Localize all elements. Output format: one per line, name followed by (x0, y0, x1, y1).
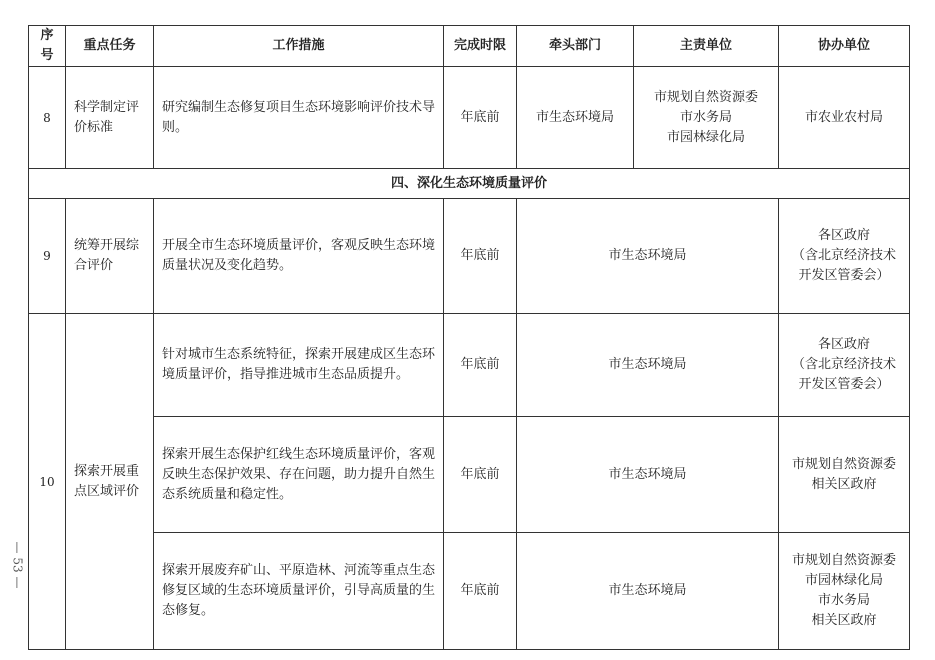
header-cell: 工作措施 (154, 26, 444, 67)
table-header (29, 26, 910, 67)
measure-cell: 开展全市生态环境质量评价，客观反映生态环境质量状况及变化趋势。 (154, 199, 444, 314)
header-cell: 主责单位 (634, 26, 779, 67)
assist-unit: 各区政府 (817, 228, 870, 243)
header-cell: 序号 (29, 26, 66, 67)
assist-cell (779, 199, 910, 314)
header-cell: 协办单位 (779, 26, 910, 67)
task-cell: 统筹开展综合评价 (66, 199, 154, 314)
section-title: 四、深化生态环境质量评价 (29, 169, 910, 199)
assist-unit: （含北京经济技术 (791, 248, 896, 263)
deadline-cell: 年底前 (444, 67, 517, 169)
assist-cell (779, 417, 910, 533)
section-row (29, 169, 910, 199)
assist-unit: （含北京经济技术 (791, 357, 896, 372)
assist-unit: 各区政府 (817, 337, 870, 352)
row-number: 8 (29, 67, 66, 169)
measure-cell: 探索开展废弃矿山、平原造林、河流等重点生态修复区域的生态环境质量评价，引导高质量的生态修复。 (154, 533, 444, 650)
lead-cell: 市生态环境局 (517, 199, 779, 314)
deadline-cell: 年底前 (444, 314, 517, 417)
task-cell: 科学制定评价标准 (66, 67, 154, 169)
deadline-cell: 年底前 (444, 199, 517, 314)
task-cell: 探索开展重点区域评价 (66, 314, 154, 650)
lead-cell: 市生态环境局 (517, 67, 634, 169)
assist-unit: 相关区政府 (811, 476, 877, 492)
assist-unit: 开发区管委会） (798, 377, 890, 392)
table-row (29, 417, 910, 533)
assist-unit: 市水务局 (817, 593, 870, 608)
page-number: — 53 — (10, 541, 25, 589)
table-row (29, 67, 910, 169)
header-cell: 重点任务 (66, 26, 154, 67)
table-row (29, 314, 910, 417)
table-row (29, 533, 910, 650)
main-unit: 市规划自然资源委 (653, 89, 758, 105)
lead-cell: 市生态环境局 (517, 533, 779, 650)
assist-unit: 市园林绿化局 (804, 573, 883, 588)
task-table (28, 25, 910, 650)
assist-unit: 相关区政府 (811, 613, 877, 628)
deadline-cell: 年底前 (444, 417, 517, 533)
assist-cell (779, 533, 910, 650)
assist-unit: 市规划自然资源委 (791, 456, 896, 472)
row-number: 9 (29, 199, 66, 314)
table-row (29, 199, 910, 314)
main-unit: 市水务局 (679, 109, 732, 125)
assist-unit: 市规划自然资源委 (791, 553, 896, 568)
main-unit-cell (634, 67, 779, 169)
lead-cell: 市生态环境局 (517, 314, 779, 417)
row-number: 10 (29, 314, 66, 650)
header-cell: 完成时限 (444, 26, 517, 67)
main-unit: 市园林绿化局 (666, 129, 745, 145)
assist-cell (779, 314, 910, 417)
measure-cell: 研究编制生态修复项目生态环境影响评价技术导则。 (154, 67, 444, 169)
assist-unit: 开发区管委会） (798, 268, 890, 283)
assist-cell: 市农业农村局 (779, 67, 910, 169)
lead-cell: 市生态环境局 (517, 417, 779, 533)
header-cell: 牵头部门 (517, 26, 634, 67)
measure-cell: 针对城市生态系统特征，探索开展建成区生态环境质量评价，指导推进城市生态品质提升。 (154, 314, 444, 417)
deadline-cell: 年底前 (444, 533, 517, 650)
measure-cell: 探索开展生态保护红线生态环境质量评价，客观反映生态保护效果、存在问题，助力提升自然生态系统质量和稳定性。 (154, 417, 444, 533)
